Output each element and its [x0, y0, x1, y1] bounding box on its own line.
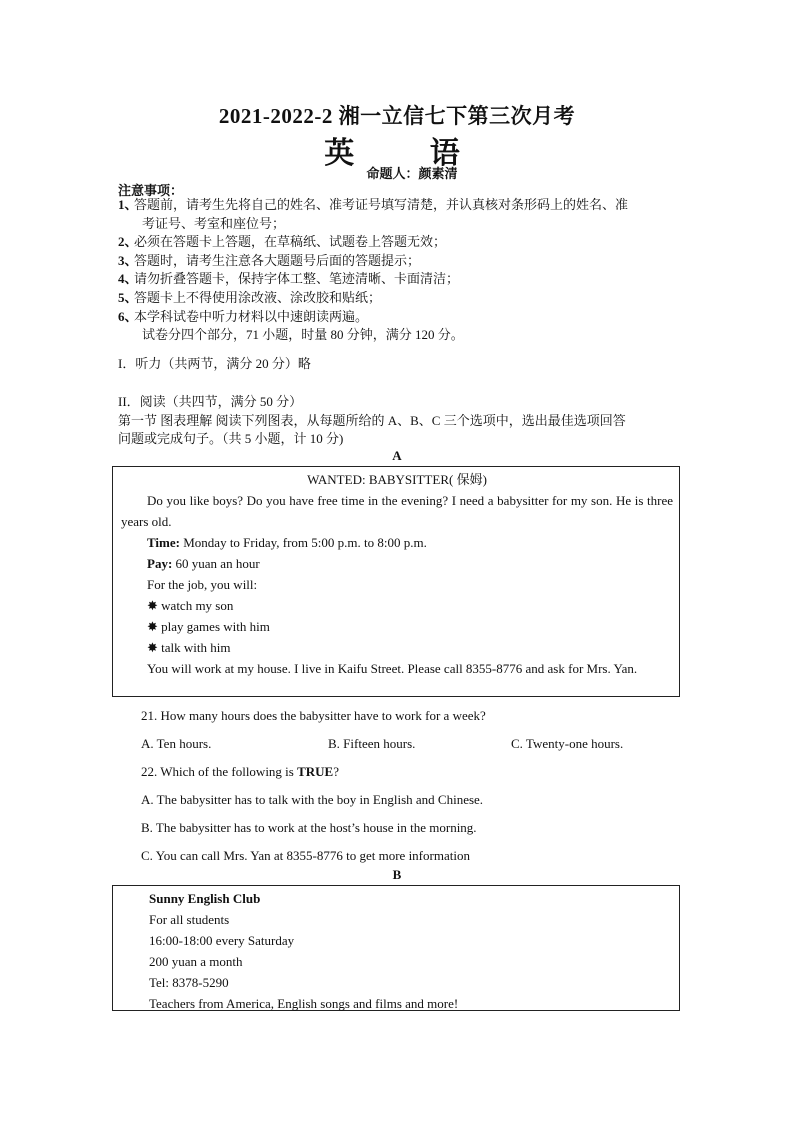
- club-phone: Tel: 8378-5290: [149, 975, 229, 990]
- duty-text: talk with him: [161, 640, 231, 655]
- q22-option-c: C. You can call Mrs. Yan at 8355-8776 to get more information: [141, 848, 470, 863]
- notice-list: [118, 196, 678, 345]
- passage-a-pay: [121, 553, 673, 574]
- notice-number: 5、: [118, 289, 138, 305]
- time-value: Monday to Friday, from 5:00 p.m. to 8:00 p.m.: [179, 535, 427, 550]
- question-21: 21. How many hours does the babysitter have to work for a week?: [141, 708, 486, 723]
- q22-emphasis: TRUE: [297, 764, 334, 779]
- notice-heading: 注意事项：: [118, 183, 184, 198]
- notice-text: 答题时，请考生注意各大题题号后面的答题提示；: [134, 252, 421, 268]
- passage-a-time: [121, 532, 673, 553]
- part1-instructions-cont: 问题或完成句子。（共 5 小题，计 10 分): [118, 431, 344, 446]
- passage-a-letter: A: [392, 448, 402, 463]
- notice-text: 答题前，请考生先将自己的姓名、准考证号填写清楚，并认真核对条形码上的姓名、准: [134, 197, 629, 212]
- passage-a-box: [112, 466, 680, 697]
- duty-text: watch my son: [161, 598, 234, 613]
- q22-text: 22. Which of the following is: [141, 764, 298, 779]
- pay-value: 60 yuan an hour: [172, 556, 260, 571]
- passage-a-job-intro: For the job, you will:: [147, 577, 258, 592]
- notice-number: 6、: [118, 308, 138, 324]
- passage-a-outro: You will work at my house. I live in Kaifu Street. Please call 8355-8776 and ask for Mrs. Yan.: [147, 661, 638, 676]
- bullet-icon: ✸: [147, 619, 162, 634]
- notice-text: 请勿折叠答题卡，保持字体工整、笔迹清晰、卡面清洁；: [134, 271, 460, 287]
- notice-number: 4、: [118, 271, 138, 287]
- bullet-icon: ✸: [147, 640, 162, 655]
- passage-b-box: [112, 885, 680, 1011]
- duty-text: play games with him: [161, 619, 270, 634]
- notice-text: 本学科试卷中听力材料以中速朗读两遍。: [134, 308, 369, 324]
- notice-number: 2、: [118, 234, 138, 250]
- part1-instructions: 第一节 图表理解 阅读下列图表，从每题所给的 A、B、C 三个选项中，选出最佳选项回答: [118, 413, 626, 428]
- notice-text: 必须在答题卡上答题，在草稿纸、试题卷上答题无效；: [134, 234, 447, 250]
- notice-item: [118, 289, 678, 308]
- q21-option-a: A. Ten hours.: [141, 736, 212, 751]
- notice-number: 1、: [118, 197, 138, 212]
- notice-item: [118, 233, 678, 252]
- q22-end: ?: [333, 764, 340, 779]
- passage-b-letter: B: [392, 867, 402, 882]
- club-audience: For all students: [149, 912, 230, 927]
- reading-section: II．阅读（共四节，满分 50 分）: [118, 394, 303, 409]
- bullet-icon: ✸: [147, 598, 162, 613]
- notice-item: [118, 252, 678, 271]
- passage-a-intro: Do you like boys? Do you have free time in the evening? I need a babysitter for my son. He is three years old.: [121, 493, 673, 529]
- notice-item: [118, 308, 678, 327]
- passage-a-heading: WANTED: BABYSITTER( 保姆): [307, 472, 487, 487]
- club-name: Sunny English Club: [149, 891, 261, 906]
- notice-item: [118, 196, 678, 215]
- club-time: 16:00-18:00 every Saturday: [149, 933, 295, 948]
- time-label: Time:: [147, 535, 180, 550]
- q22-option-a: A. The babysitter has to talk with the boy in English and Chinese.: [141, 792, 484, 807]
- question-22: [141, 762, 339, 781]
- exam-title: 2021-2022-2 湘一立信七下第三次月考: [218, 104, 576, 128]
- q22-option-b: B. The babysitter has to work at the host’s house in the morning.: [141, 820, 477, 835]
- pay-label: Pay:: [147, 556, 173, 571]
- q21-option-b: B. Fifteen hours.: [328, 736, 416, 751]
- notice-continuation: 考证号、考室和座位号；: [142, 215, 286, 231]
- duty-item: [121, 595, 673, 616]
- duty-item: [121, 616, 673, 637]
- subject-title: 英 语: [324, 137, 494, 170]
- notice-continuation: 试卷分四个部分，71 小题，时量 80 分钟，满分 120 分。: [142, 327, 464, 343]
- author-line: 命题人：颜素清: [366, 166, 458, 181]
- club-features: Teachers from America, English songs and films and more!: [149, 996, 459, 1011]
- notice-number: 3、: [118, 252, 138, 268]
- club-fee: 200 yuan a month: [149, 954, 243, 969]
- notice-text: 答题卡上不得使用涂改液、涂改胶和贴纸；: [134, 289, 382, 305]
- duty-item: [121, 637, 673, 658]
- notice-item: [118, 270, 678, 289]
- listening-section: I．听力（共两节，满分 20 分）略: [118, 356, 311, 371]
- q21-option-c: C. Twenty-one hours.: [511, 736, 624, 751]
